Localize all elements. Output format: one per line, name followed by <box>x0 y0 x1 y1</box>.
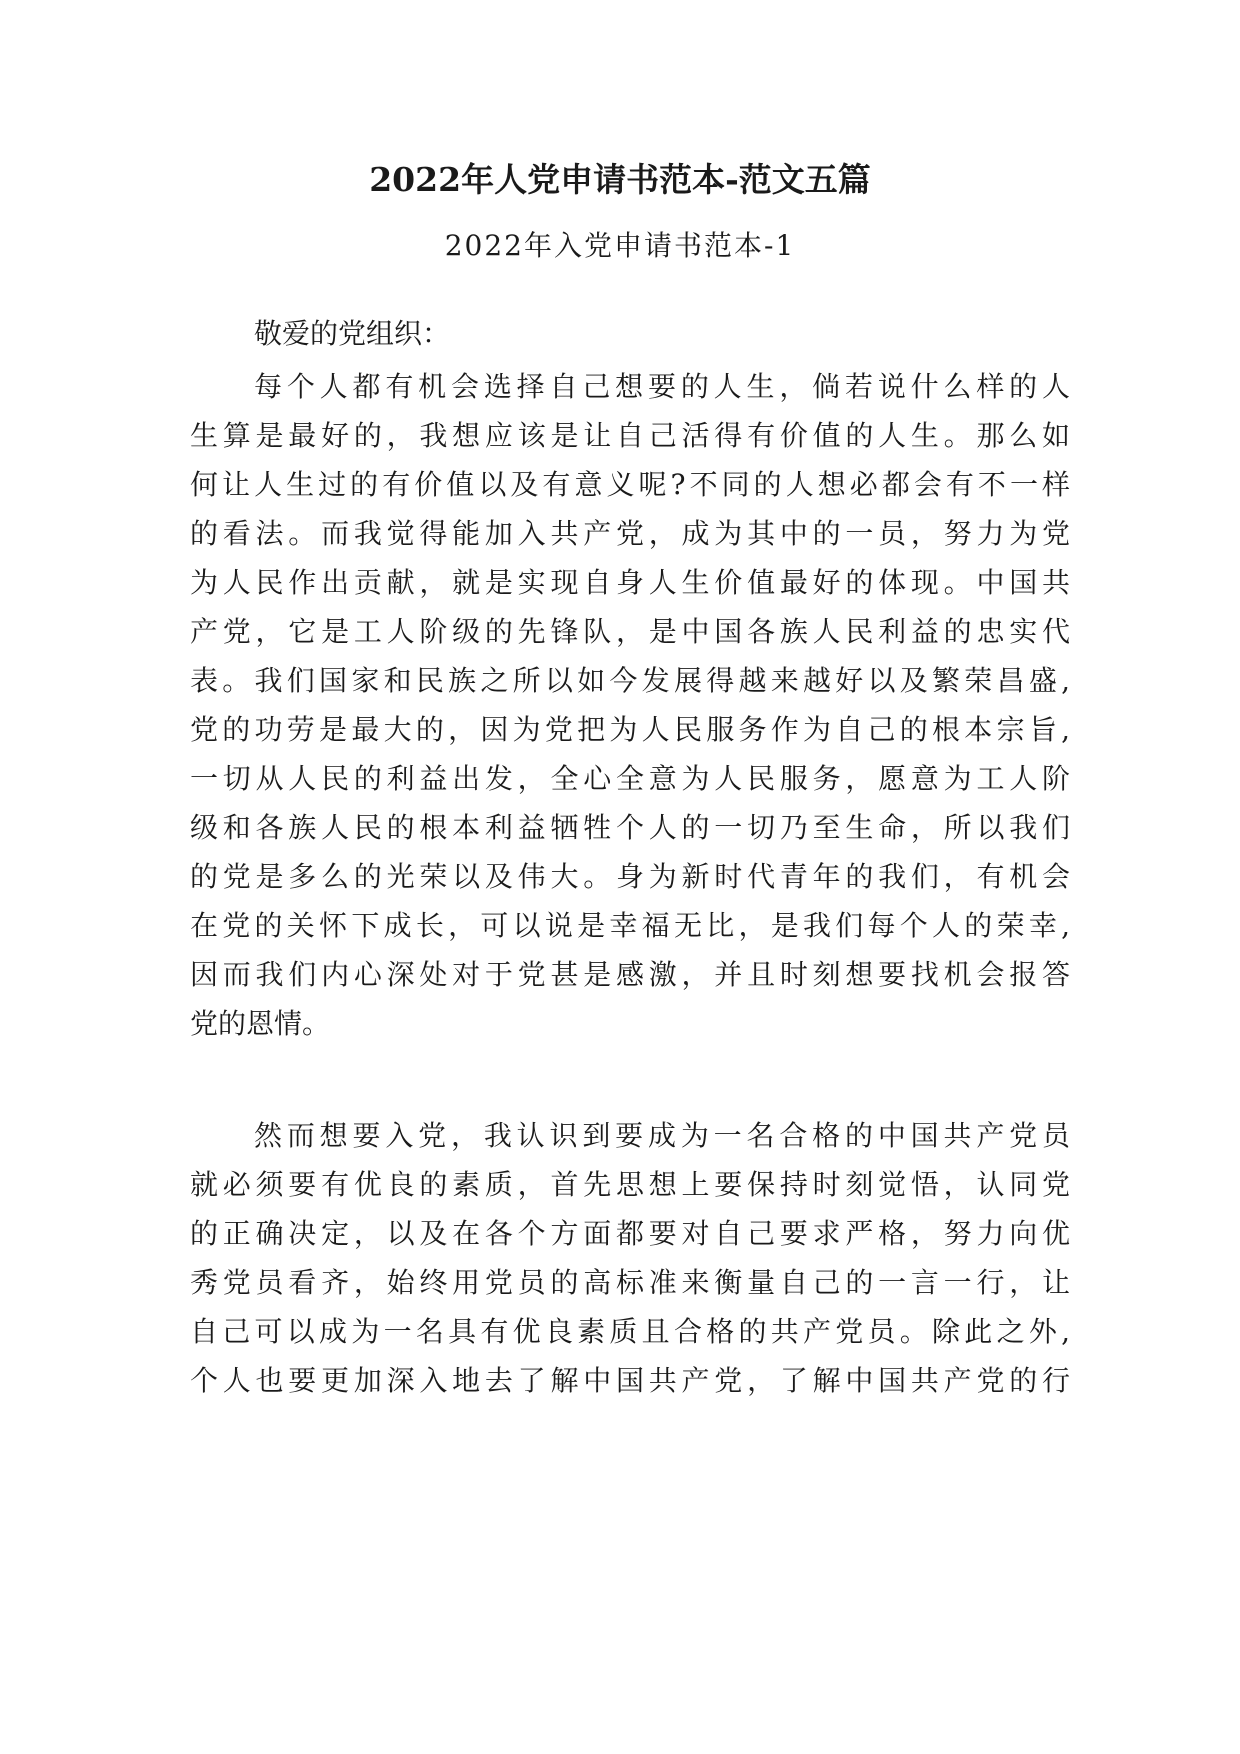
paragraph-1 <box>190 362 1070 1048</box>
paragraph-2-line: 个人也要更加深入地去了解中国共产党，了解中国共产党的行 <box>190 1364 1070 1397</box>
salutation-text: 敬爱的党组织： <box>254 317 451 350</box>
paragraph-1-line: 因而我们内心深处对于党甚是感激，并且时刻想要找机会报答 <box>190 958 1070 991</box>
salutation <box>190 312 1070 356</box>
paragraph-1-line: 何让人生过的有价值以及有意义呢?不同的人想必都会有不一样 <box>190 468 1070 501</box>
paragraph-1-line: 生算是最好的，我想应该是让自己活得有价值的人生。那么如 <box>190 419 1070 452</box>
paragraph-1-line: 党的恩情。 <box>190 1007 331 1040</box>
paragraph-1-line: 为人民作出贡献，就是实现自身人生价值最好的体现。中国共 <box>190 566 1070 599</box>
paragraph-2-line: 自己可以成为一名具有优良素质且合格的共产党员。除此之外, <box>190 1315 1070 1348</box>
paragraph-2-line: 的正确决定，以及在各个方面都要对自己要求严格，努力向优 <box>190 1217 1070 1250</box>
document-title: 2022年人党申请书范本-范文五篇 <box>369 160 871 199</box>
paragraph-1-line: 级和各族人民的根本利益牺牲个人的一切乃至生命，所以我们 <box>190 811 1070 844</box>
paragraph-1-line: 的看法。而我觉得能加入共产党，成为其中的一员，努力为党 <box>190 517 1070 550</box>
document-subtitle: 2022年入党申请书范本-1 <box>444 229 796 262</box>
paragraph-1-line: 在党的关怀下成长，可以说是幸福无比，是我们每个人的荣幸, <box>190 909 1070 942</box>
paragraph-1-line: 每个人都有机会选择自己想要的人生，倘若说什么样的人 <box>254 370 1070 403</box>
paragraph-2-line: 就必须要有优良的素质，首先思想上要保持时刻觉悟，认同党 <box>190 1168 1070 1201</box>
paragraph-1-line: 产党，它是工人阶级的先锋队，是中国各族人民利益的忠实代 <box>190 615 1070 648</box>
paragraph-2-line: 然而想要入党，我认识到要成为一名合格的中国共产党员 <box>254 1119 1070 1152</box>
paragraph-2 <box>190 1111 1070 1405</box>
paragraph-1-line: 表。我们国家和民族之所以如今发展得越来越好以及繁荣昌盛, <box>190 664 1070 697</box>
paragraph-1-line: 党的功劳是最大的，因为党把为人民服务作为自己的根本宗旨, <box>190 713 1070 746</box>
paragraph-2-line: 秀党员看齐，始终用党员的高标准来衡量自己的一言一行，让 <box>190 1266 1070 1299</box>
paragraph-1-line: 一切从人民的利益出发，全心全意为人民服务，愿意为工人阶 <box>190 762 1070 795</box>
paragraph-1-line: 的党是多么的光荣以及伟大。身为新时代青年的我们，有机会 <box>190 860 1070 893</box>
